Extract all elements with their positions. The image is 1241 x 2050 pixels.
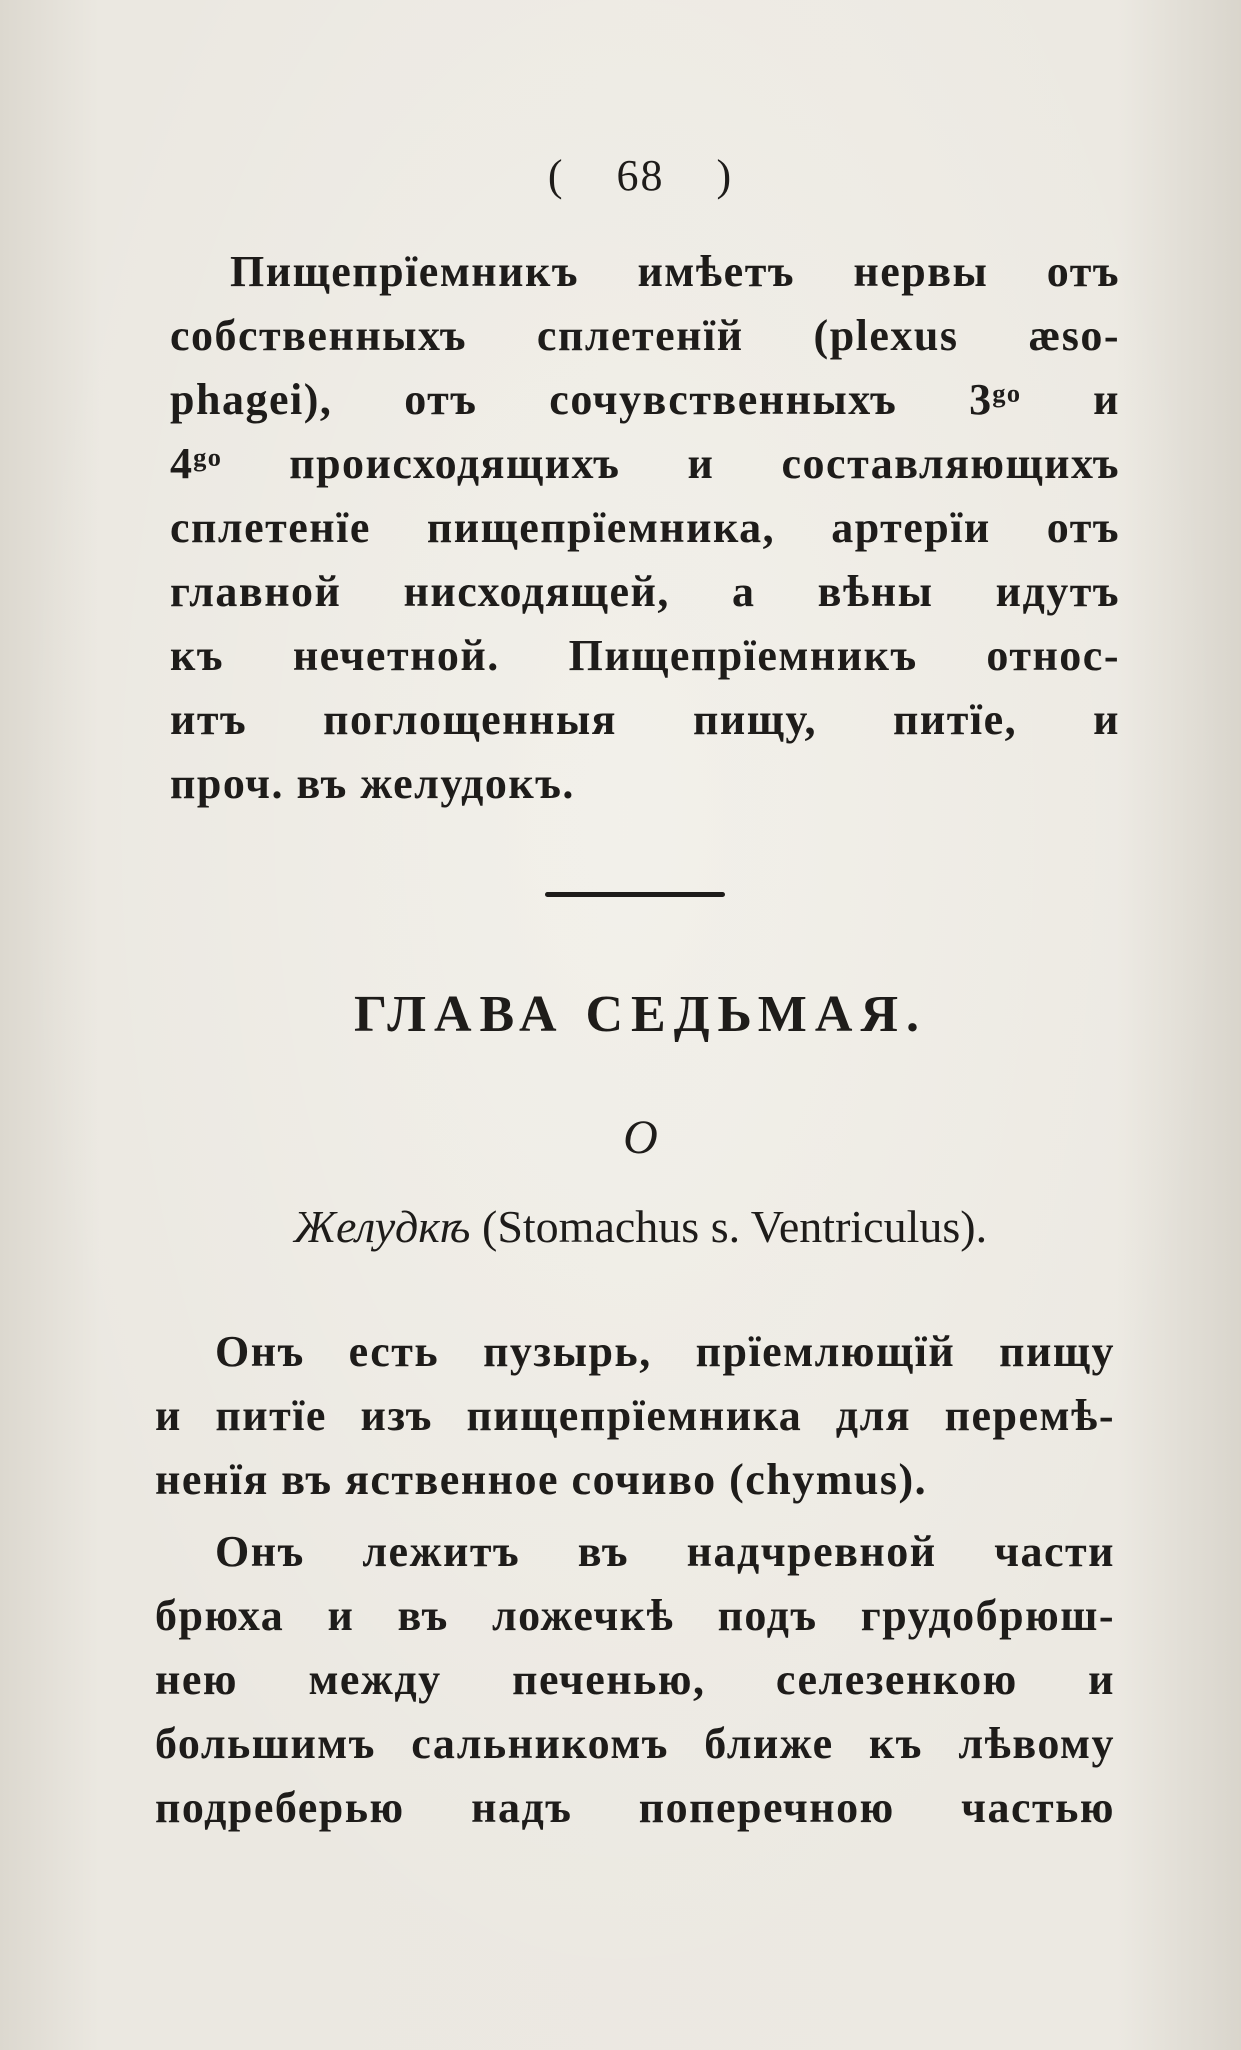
text-line: брюха и въ ложечкѣ подъ грудобрюш- (155, 1591, 1115, 1640)
text-line: 4ᵍᵒ происходящихъ и составляющихъ (170, 439, 1120, 488)
text-line: ненїя въ яственное сочиво (chymus). (155, 1455, 928, 1504)
chapter-preposition: О (623, 1111, 658, 1164)
paragraph-esophagus (170, 240, 1120, 816)
paragraph-stomach-location (155, 1520, 1115, 1840)
text-line: къ нечетной. Пищепрїемникъ относ- (170, 631, 1120, 680)
chapter-subject (20, 1200, 1241, 1253)
paragraph-stomach-definition (155, 1320, 1115, 1512)
text-line: и питїе изъ пищепрїемника для перемѣ- (155, 1391, 1115, 1440)
chapter-title: ГЛАВА СЕДЬМАЯ. (354, 986, 927, 1043)
page-number: ( 68 ) (547, 151, 734, 200)
page-number-value: 68 (616, 151, 665, 200)
text-line: Онъ есть пузырь, прїемлющїй пищу (215, 1327, 1115, 1376)
chapter-subject-latin: (Stomachus s. Ventriculus). (482, 1201, 988, 1252)
text-line: собственныхъ сплетенїй (plexus æso- (170, 311, 1120, 360)
text-line: большимъ сальникомъ ближе къ лѣвому (155, 1719, 1115, 1768)
text-line: подреберью надъ поперечною частью (155, 1783, 1115, 1832)
text-line: главной нисходящей, а вѣны идутъ (170, 567, 1120, 616)
section-divider (545, 892, 725, 897)
text-line: сплетенїе пищепрїемника, артерїи отъ (170, 503, 1120, 552)
text-line: итъ поглощенныя пищу, питїе, и (170, 695, 1120, 744)
text-line: нею между печенью, селезенкою и (155, 1655, 1115, 1704)
text-line: Онъ лежитъ въ надчревной части (215, 1527, 1115, 1576)
chapter-subject-russian: Желудкѣ (293, 1201, 471, 1252)
text-line: проч. въ желудокъ. (170, 759, 575, 808)
text-line: Пищепрїемникъ имѣетъ нервы отъ (230, 247, 1120, 296)
text-line: phagei), отъ сочувственныхъ 3ᵍᵒ и (170, 375, 1120, 424)
